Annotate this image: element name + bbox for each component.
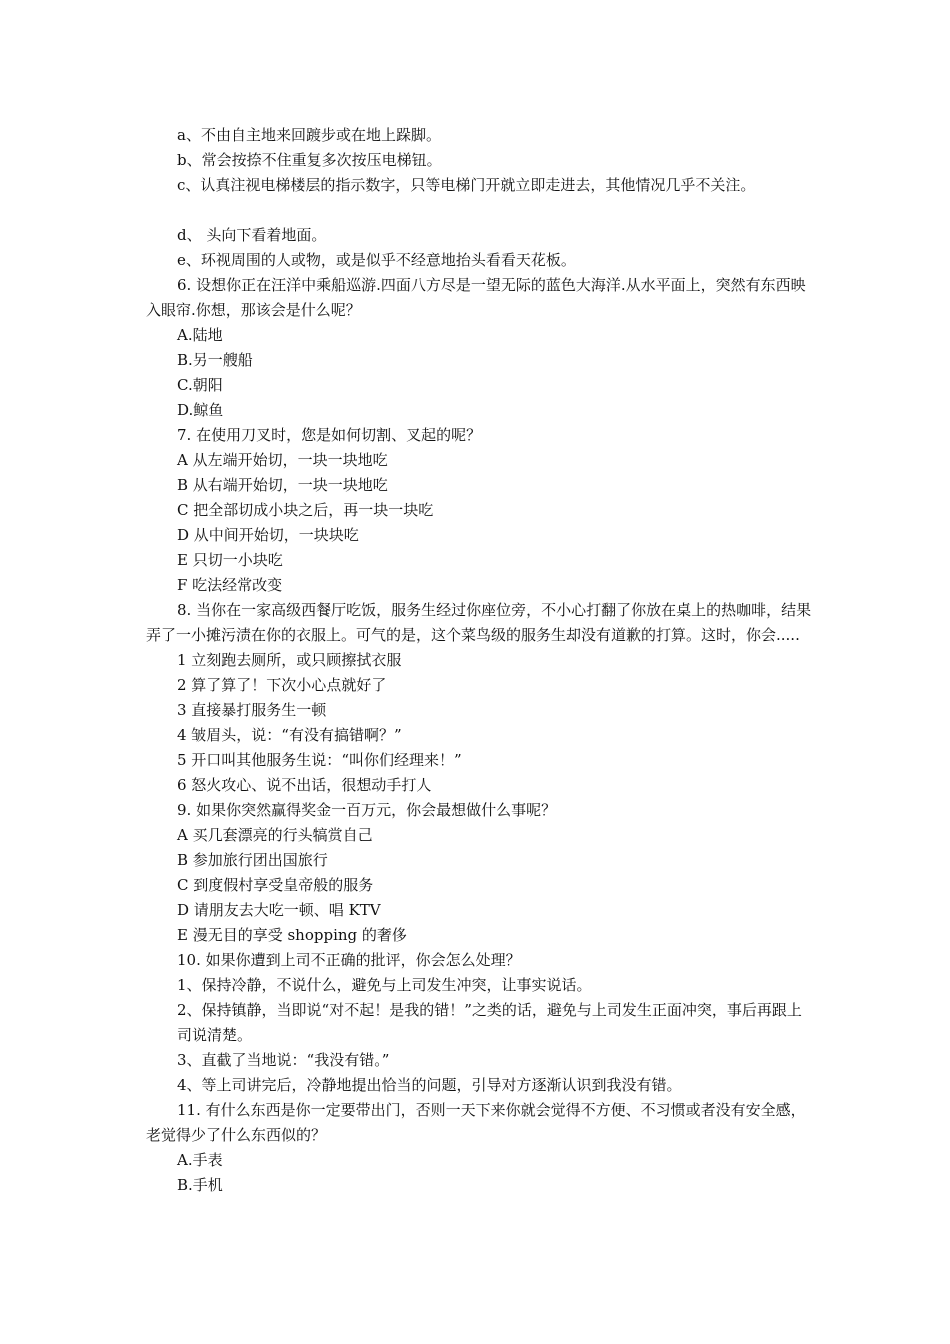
q8-option-2: 2 算了算了！下次小心点就好了	[177, 676, 387, 694]
question-8: 8. 当你在一家高级西餐厅吃饭，服务生经过你座位旁，不小心打翻了你放在桌上的热咖啡，结果弄了一小摊污渍在你的衣服上。可气的是，这个菜鸟级的服务生却没有道歉的打算。这时，你会.....	[146, 601, 812, 644]
option-d: d、 头向下看着地面。	[177, 226, 327, 244]
question-9: 9. 如果你突然赢得奖金一百万元，你会最想做什么事呢？	[177, 801, 557, 819]
q9-option-d: D 请朋友去大吃一顿、唱 KTV	[177, 901, 381, 919]
q11-option-b: B.手机	[177, 1176, 223, 1194]
q10-option-3: 3、直截了当地说：“我没有错。”	[177, 1051, 390, 1069]
q7-option-c: C 把全部切成小块之后，再一块一块吃	[177, 501, 434, 519]
q9-option-a: A 买几套漂亮的行头犒赏自己	[177, 826, 373, 844]
option-a: a、不由自主地来回踱步或在地上跺脚。	[177, 126, 441, 144]
question-7: 7. 在使用刀叉时，您是如何切割、叉起的呢？	[177, 426, 482, 444]
q7-option-b: B 从右端开始切，一块一块地吃	[177, 476, 388, 494]
q8-option-6: 6 怒火攻心、说不出话，很想动手打人	[177, 776, 432, 794]
q8-option-1: 1 立刻跑去厕所，或只顾擦拭衣服	[177, 651, 402, 669]
q7-option-a: A 从左端开始切，一块一块地吃	[177, 451, 388, 469]
q9-option-e: E 漫无目的享受 shopping 的奢侈	[177, 926, 407, 944]
q8-option-3: 3 直接暴打服务生一顿	[177, 701, 327, 719]
option-e: e、环视周围的人或物，或是似乎不经意地抬头看看天花板。	[177, 251, 576, 269]
q6-option-b: B.另一艘船	[177, 351, 253, 369]
q8-option-4: 4 皱眉头，说：“有没有搞错啊？”	[177, 726, 402, 744]
question-6: 6. 设想你正在汪洋中乘船巡游.四面八方尽是一望无际的蓝色大海洋.从水平面上，突然有东西映入眼帘.你想，那该会是什么呢？	[146, 276, 806, 319]
question-10: 10. 如果你遭到上司不正确的批评，你会怎么处理？	[177, 951, 521, 969]
option-b: b、常会按捺不住重复多次按压电梯钮。	[177, 151, 442, 169]
q10-option-4: 4、等上司讲完后，冷静地提出恰当的问题，引导对方逐渐认识到我没有错。	[177, 1076, 682, 1094]
option-c: c、认真注视电梯楼层的指示数字，只等电梯门开就立即走进去，其他情况几乎不关注。	[177, 176, 756, 194]
q6-option-a: A.陆地	[177, 326, 223, 344]
question-11: 11. 有什么东西是你一定要带出门，否则一天下来你就会觉得不方便、不习惯或者没有安全感，老觉得少了什么东西似的？	[146, 1101, 806, 1144]
q10-option-2: 2、保持镇静，当即说“对不起！是我的错！”之类的话，避免与上司发生正面冲突，事后再跟上司说清楚。	[177, 1001, 802, 1044]
q6-option-c: C.朝阳	[177, 376, 223, 394]
q9-option-b: B 参加旅行团出国旅行	[177, 851, 328, 869]
q11-option-a: A.手表	[177, 1151, 223, 1169]
q6-option-d: D.鲸鱼	[177, 401, 224, 419]
q7-option-d: D 从中间开始切，一块块吃	[177, 526, 359, 544]
q10-option-1: 1、保持冷静，不说什么，避免与上司发生冲突，让事实说话。	[177, 976, 592, 994]
q7-option-f: F 吃法经常改变	[177, 576, 283, 594]
document-body	[146, 123, 816, 1198]
q8-option-5: 5 开口叫其他服务生说：“叫你们经理来！”	[177, 751, 462, 769]
q7-option-e: E 只切一小块吃	[177, 551, 283, 569]
q9-option-c: C 到度假村享受皇帝般的服务	[177, 876, 374, 894]
